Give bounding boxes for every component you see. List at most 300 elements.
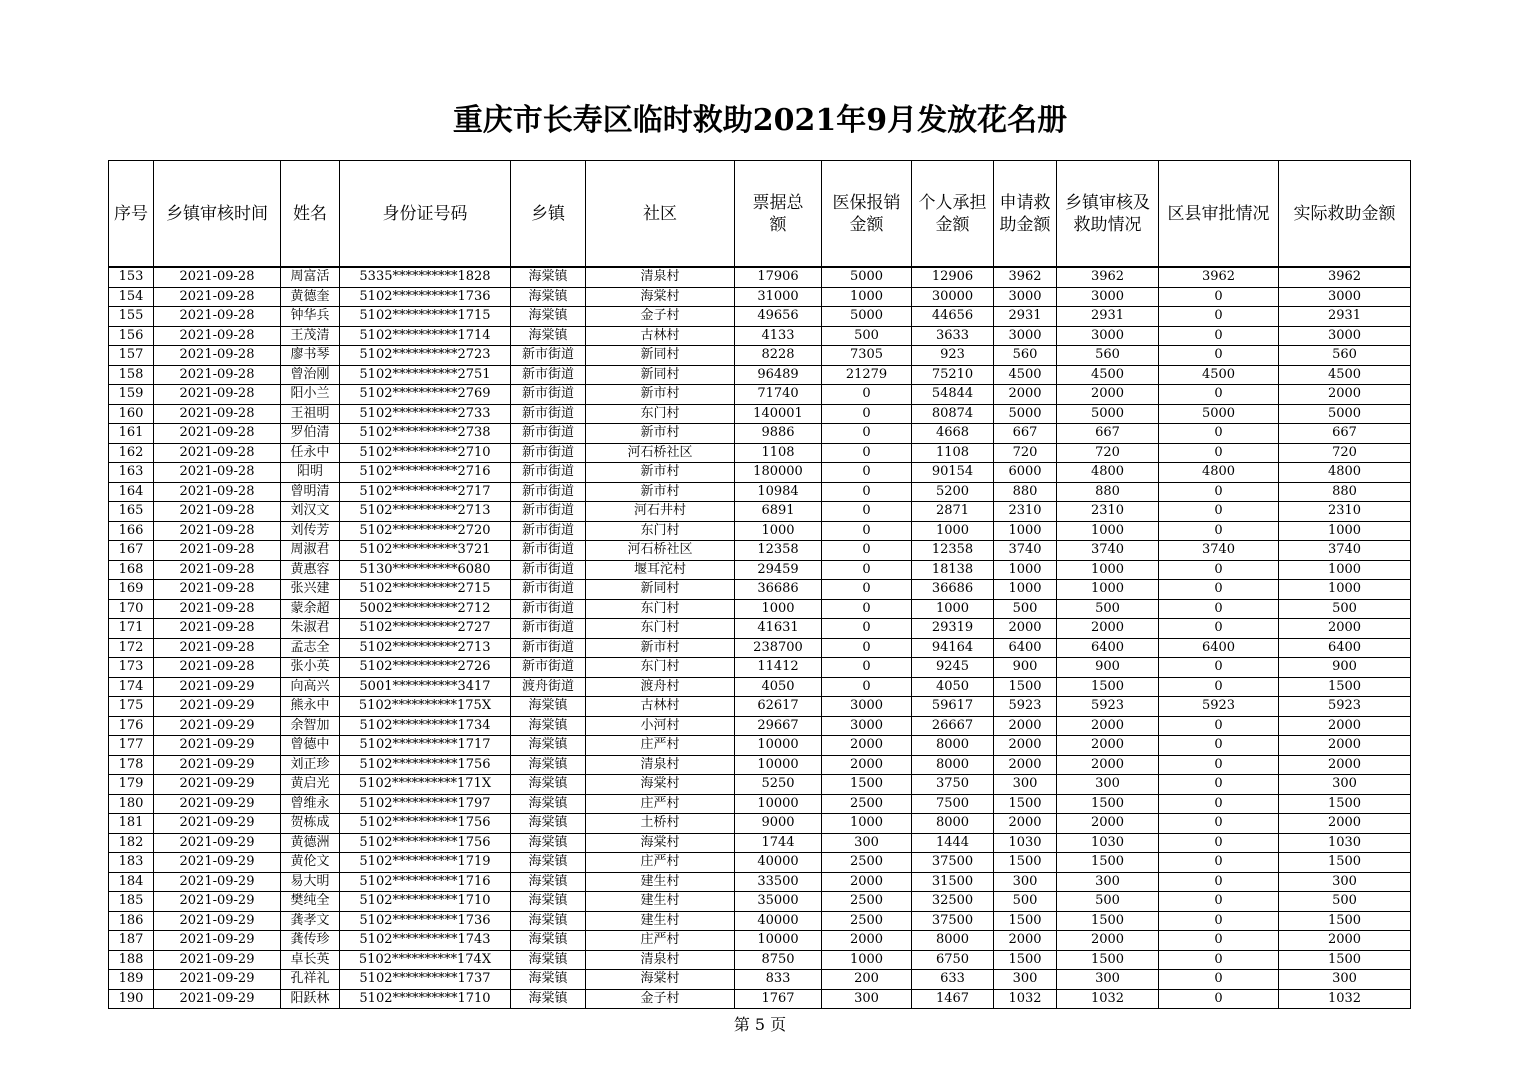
table-cell: 7500	[912, 794, 994, 814]
table-cell: 1000	[1057, 580, 1159, 600]
table-cell: 40000	[735, 853, 822, 873]
table-cell: 5102**********2769	[340, 385, 511, 405]
table-cell: 2021-09-28	[154, 619, 281, 639]
table-cell: 0	[822, 443, 912, 463]
table-cell: 54844	[912, 385, 994, 405]
table-cell: 96489	[735, 365, 822, 385]
table-cell: 667	[1279, 424, 1411, 444]
table-cell: 6400	[1279, 638, 1411, 658]
table-cell: 157	[109, 346, 154, 366]
table-cell: 0	[1159, 677, 1279, 697]
table-cell: 2000	[994, 619, 1057, 639]
table-cell: 5130**********6080	[340, 560, 511, 580]
table-cell: 8000	[912, 931, 994, 951]
table-cell: 张兴建	[281, 580, 340, 600]
table-cell: 880	[1279, 482, 1411, 502]
table-cell: 0	[822, 521, 912, 541]
table-cell: 0	[1159, 424, 1279, 444]
table-cell: 4050	[912, 677, 994, 697]
table-cell: 4668	[912, 424, 994, 444]
table-cell: 2021-09-29	[154, 989, 281, 1009]
header-cell: 票据总额	[735, 161, 822, 267]
table-cell: 300	[994, 970, 1057, 990]
table-row	[109, 814, 1411, 834]
table-cell: 王祖明	[281, 404, 340, 424]
table-cell: 东门村	[586, 599, 735, 619]
table-cell: 6400	[1159, 638, 1279, 658]
table-cell: 154	[109, 287, 154, 307]
table-cell: 阳跃林	[281, 989, 340, 1009]
table-cell: 4500	[1057, 365, 1159, 385]
table-cell: 2021-09-28	[154, 541, 281, 561]
table-cell: 0	[1159, 443, 1279, 463]
table-cell: 2000	[822, 755, 912, 775]
table-cell: 31000	[735, 287, 822, 307]
table-cell: 海棠镇	[511, 326, 586, 346]
table-cell: 2021-09-29	[154, 736, 281, 756]
table-cell: 河石井村	[586, 502, 735, 522]
table-cell: 560	[994, 346, 1057, 366]
table-cell: 2500	[822, 911, 912, 931]
relief-roster-table	[108, 160, 1411, 1009]
table-cell: 188	[109, 950, 154, 970]
header-cell: 个人承担金额	[912, 161, 994, 267]
header-cell: 乡镇	[511, 161, 586, 267]
table-cell: 黄惠容	[281, 560, 340, 580]
table-row	[109, 385, 1411, 405]
table-cell: 5000	[1279, 404, 1411, 424]
table-cell: 633	[912, 970, 994, 990]
table-cell: 0	[1159, 794, 1279, 814]
table-cell: 2000	[1279, 755, 1411, 775]
table-cell: 1500	[1057, 950, 1159, 970]
table-cell: 2021-09-28	[154, 521, 281, 541]
table-cell: 0	[1159, 599, 1279, 619]
table-cell: 2000	[1057, 755, 1159, 775]
table-cell: 1444	[912, 833, 994, 853]
table-cell: 2931	[1057, 307, 1159, 327]
table-cell: 2000	[994, 716, 1057, 736]
table-cell: 8228	[735, 346, 822, 366]
table-row	[109, 911, 1411, 931]
table-cell: 140001	[735, 404, 822, 424]
table-cell: 3962	[1057, 268, 1159, 288]
table-cell: 2021-09-29	[154, 853, 281, 873]
table-cell: 1500	[822, 775, 912, 795]
table-cell: 阳明	[281, 463, 340, 483]
table-row	[109, 892, 1411, 912]
table-cell: 0	[822, 424, 912, 444]
table-cell: 渡舟街道	[511, 677, 586, 697]
table-cell: 3740	[1279, 541, 1411, 561]
table-cell: 1500	[1279, 677, 1411, 697]
table-cell: 0	[1159, 833, 1279, 853]
table-cell: 2021-09-28	[154, 268, 281, 288]
table-cell: 3000	[994, 326, 1057, 346]
table-cell: 新市街道	[511, 502, 586, 522]
table-cell: 5102**********1756	[340, 755, 511, 775]
table-cell: 1467	[912, 989, 994, 1009]
table-cell: 海棠镇	[511, 892, 586, 912]
table-cell: 2000	[1279, 619, 1411, 639]
table-cell: 0	[1159, 950, 1279, 970]
table-cell: 6000	[994, 463, 1057, 483]
table-cell: 0	[822, 580, 912, 600]
table-cell: 36686	[735, 580, 822, 600]
table-cell: 海棠村	[586, 775, 735, 795]
header-cell: 乡镇审核时间	[154, 161, 281, 267]
table-row	[109, 268, 1411, 288]
table-cell: 12358	[735, 541, 822, 561]
table-cell: 1032	[994, 989, 1057, 1009]
table-cell: 2000	[994, 814, 1057, 834]
table-cell: 168	[109, 560, 154, 580]
table-cell: 2310	[994, 502, 1057, 522]
table-cell: 1108	[912, 443, 994, 463]
table-cell: 建生村	[586, 892, 735, 912]
table-cell: 曾维永	[281, 794, 340, 814]
table-cell: 500	[1057, 892, 1159, 912]
table-cell: 174	[109, 677, 154, 697]
table-cell: 0	[1159, 521, 1279, 541]
table-cell: 海棠镇	[511, 716, 586, 736]
table-cell: 1500	[994, 677, 1057, 697]
table-cell: 海棠镇	[511, 697, 586, 717]
table-cell: 渡舟村	[586, 677, 735, 697]
table-cell: 张小英	[281, 658, 340, 678]
table-cell: 2021-09-28	[154, 404, 281, 424]
table-cell: 0	[822, 658, 912, 678]
table-cell: 667	[994, 424, 1057, 444]
table-cell: 1032	[1057, 989, 1159, 1009]
table-cell: 4050	[735, 677, 822, 697]
table-cell: 河石桥社区	[586, 541, 735, 561]
table-cell: 2000	[1279, 814, 1411, 834]
table-cell: 5250	[735, 775, 822, 795]
table-cell: 5102**********2715	[340, 580, 511, 600]
table-cell: 1000	[912, 521, 994, 541]
table-cell: 833	[735, 970, 822, 990]
table-row	[109, 580, 1411, 600]
table-cell: 49656	[735, 307, 822, 327]
table-cell: 186	[109, 911, 154, 931]
table-cell: 新市村	[586, 424, 735, 444]
table-cell: 0	[1159, 385, 1279, 405]
table-cell: 庄严村	[586, 736, 735, 756]
table-cell: 2021-09-28	[154, 326, 281, 346]
document-title: 重庆市长寿区临时救助2021年9月发放花名册	[452, 103, 1068, 138]
table-cell: 2000	[994, 736, 1057, 756]
table-cell: 金子村	[586, 307, 735, 327]
table-cell: 新市村	[586, 638, 735, 658]
header-cell: 实际救助金额	[1279, 161, 1411, 267]
table-cell: 200	[822, 970, 912, 990]
table-cell: 熊永中	[281, 697, 340, 717]
table-cell: 4800	[1057, 463, 1159, 483]
table-cell: 1030	[1057, 833, 1159, 853]
table-cell: 周富活	[281, 268, 340, 288]
table-cell: 2021-09-28	[154, 482, 281, 502]
table-cell: 0	[1159, 775, 1279, 795]
table-row	[109, 638, 1411, 658]
table-cell: 90154	[912, 463, 994, 483]
table-cell: 周淑君	[281, 541, 340, 561]
table-cell: 2021-09-28	[154, 599, 281, 619]
table-cell: 17906	[735, 268, 822, 288]
table-cell: 6891	[735, 502, 822, 522]
table-cell: 0	[822, 482, 912, 502]
table-cell: 2000	[822, 872, 912, 892]
table-cell: 2000	[822, 736, 912, 756]
table-cell: 5102**********1756	[340, 814, 511, 834]
table-cell: 3000	[1057, 326, 1159, 346]
table-cell: 161	[109, 424, 154, 444]
table-cell: 0	[1159, 346, 1279, 366]
table-cell: 新同村	[586, 346, 735, 366]
table-cell: 37500	[912, 853, 994, 873]
table-cell: 165	[109, 502, 154, 522]
table-cell: 2021-09-29	[154, 716, 281, 736]
table-cell: 4500	[1279, 365, 1411, 385]
table-cell: 5102**********2727	[340, 619, 511, 639]
table-cell: 6400	[994, 638, 1057, 658]
table-cell: 2021-09-28	[154, 658, 281, 678]
table-cell: 5102**********2716	[340, 463, 511, 483]
table-cell: 龚孝文	[281, 911, 340, 931]
table-cell: 小河村	[586, 716, 735, 736]
table-cell: 新市街道	[511, 541, 586, 561]
table-cell: 1000	[912, 599, 994, 619]
page-number: 第 5 页	[733, 1015, 787, 1034]
table-cell: 2021-09-28	[154, 463, 281, 483]
table-cell: 1000	[1057, 521, 1159, 541]
table-cell: 9886	[735, 424, 822, 444]
table-cell: 4800	[1279, 463, 1411, 483]
table-cell: 160	[109, 404, 154, 424]
table-cell: 海棠镇	[511, 853, 586, 873]
table-cell: 2000	[1057, 619, 1159, 639]
table-cell: 5102**********171X	[340, 775, 511, 795]
table-cell: 162	[109, 443, 154, 463]
table-cell: 185	[109, 892, 154, 912]
table-cell: 1767	[735, 989, 822, 1009]
table-cell: 5102**********2726	[340, 658, 511, 678]
table-cell: 清泉村	[586, 950, 735, 970]
table-cell: 2310	[1279, 502, 1411, 522]
table-cell: 26667	[912, 716, 994, 736]
table-cell: 2021-09-29	[154, 970, 281, 990]
table-cell: 新市街道	[511, 482, 586, 502]
table-cell: 5923	[994, 697, 1057, 717]
table-row	[109, 326, 1411, 346]
table-cell: 5102**********2738	[340, 424, 511, 444]
table-cell: 187	[109, 931, 154, 951]
table-cell: 0	[1159, 872, 1279, 892]
table-cell: 1000	[994, 560, 1057, 580]
table-cell: 500	[1279, 892, 1411, 912]
table-row	[109, 716, 1411, 736]
table-cell: 1000	[1057, 560, 1159, 580]
table-cell: 0	[822, 619, 912, 639]
table-cell: 5000	[822, 268, 912, 288]
table-cell: 5102**********1743	[340, 931, 511, 951]
table-cell: 0	[1159, 307, 1279, 327]
table-cell: 2021-09-29	[154, 794, 281, 814]
table-cell: 4800	[1159, 463, 1279, 483]
table-cell: 海棠镇	[511, 931, 586, 951]
table-cell: 155	[109, 307, 154, 327]
table-cell: 2021-09-29	[154, 697, 281, 717]
table-cell: 10000	[735, 794, 822, 814]
table-cell: 1000	[1279, 521, 1411, 541]
table-cell: 720	[994, 443, 1057, 463]
table-row	[109, 970, 1411, 990]
table-cell: 5001**********3417	[340, 677, 511, 697]
table-cell: 2021-09-29	[154, 950, 281, 970]
table-cell: 163	[109, 463, 154, 483]
table-cell: 1500	[1279, 911, 1411, 931]
table-cell: 1500	[994, 794, 1057, 814]
table-cell: 刘传芳	[281, 521, 340, 541]
table-cell: 海棠镇	[511, 950, 586, 970]
table-row	[109, 950, 1411, 970]
table-row	[109, 677, 1411, 697]
table-cell: 1500	[994, 853, 1057, 873]
table-row	[109, 736, 1411, 756]
table-cell: 新市街道	[511, 619, 586, 639]
table-cell: 173	[109, 658, 154, 678]
table-cell: 3962	[1159, 268, 1279, 288]
table-cell: 11412	[735, 658, 822, 678]
table-cell: 3633	[912, 326, 994, 346]
table-cell: 2000	[1057, 716, 1159, 736]
table-row	[109, 872, 1411, 892]
table-cell: 178	[109, 755, 154, 775]
table-cell: 190	[109, 989, 154, 1009]
table-cell: 189	[109, 970, 154, 990]
table-row	[109, 287, 1411, 307]
table-cell: 1108	[735, 443, 822, 463]
table-cell: 5102**********1736	[340, 287, 511, 307]
table-cell: 2021-09-29	[154, 892, 281, 912]
table-cell: 180000	[735, 463, 822, 483]
table-cell: 2000	[1057, 385, 1159, 405]
table-cell: 海棠镇	[511, 755, 586, 775]
table-cell: 181	[109, 814, 154, 834]
table-cell: 500	[994, 892, 1057, 912]
table-cell: 海棠村	[586, 833, 735, 853]
table-cell: 5923	[1159, 697, 1279, 717]
table-cell: 36686	[912, 580, 994, 600]
table-cell: 新市村	[586, 482, 735, 502]
table-cell: 黄伦文	[281, 853, 340, 873]
table-cell: 2021-09-29	[154, 755, 281, 775]
table-cell: 5102**********1717	[340, 736, 511, 756]
table-cell: 2000	[1057, 931, 1159, 951]
table-cell: 5102**********2720	[340, 521, 511, 541]
table-cell: 新市村	[586, 385, 735, 405]
table-cell: 0	[1159, 931, 1279, 951]
table-cell: 0	[1159, 716, 1279, 736]
table-cell: 4500	[1159, 365, 1279, 385]
table-cell: 159	[109, 385, 154, 405]
table-cell: 5923	[1279, 697, 1411, 717]
table-cell: 海棠镇	[511, 833, 586, 853]
table-cell: 堰耳沱村	[586, 560, 735, 580]
table-cell: 2931	[994, 307, 1057, 327]
table-cell: 3000	[822, 716, 912, 736]
table-cell: 300	[1279, 775, 1411, 795]
table-cell: 5102**********1797	[340, 794, 511, 814]
table-cell: 2000	[822, 931, 912, 951]
table-cell: 3000	[1279, 326, 1411, 346]
table-cell: 1000	[1279, 580, 1411, 600]
table-cell: 新市街道	[511, 580, 586, 600]
table-cell: 1000	[735, 599, 822, 619]
table-cell: 0	[822, 404, 912, 424]
table-cell: 东门村	[586, 658, 735, 678]
table-row	[109, 443, 1411, 463]
table-cell: 180	[109, 794, 154, 814]
table-cell: 2021-09-28	[154, 638, 281, 658]
table-cell: 0	[822, 385, 912, 405]
table-row	[109, 658, 1411, 678]
table-row	[109, 365, 1411, 385]
table-cell: 2021-09-28	[154, 560, 281, 580]
table-cell: 8750	[735, 950, 822, 970]
table-cell: 新市街道	[511, 404, 586, 424]
header-cell: 序号	[109, 161, 154, 267]
table-cell: 6400	[1057, 638, 1159, 658]
table-cell: 29459	[735, 560, 822, 580]
table-cell: 0	[1159, 892, 1279, 912]
table-cell: 庄严村	[586, 794, 735, 814]
table-cell: 5000	[1057, 404, 1159, 424]
table-cell: 29319	[912, 619, 994, 639]
table-cell: 10000	[735, 736, 822, 756]
table-cell: 1000	[822, 814, 912, 834]
header-cell: 身份证号码	[340, 161, 511, 267]
table-cell: 2021-09-29	[154, 775, 281, 795]
table-cell: 5102**********1714	[340, 326, 511, 346]
table-cell: 新市街道	[511, 443, 586, 463]
table-cell: 廖书琴	[281, 346, 340, 366]
table-cell: 2021-09-28	[154, 287, 281, 307]
table-cell: 1000	[735, 521, 822, 541]
table-cell: 2000	[1279, 385, 1411, 405]
table-cell: 10000	[735, 931, 822, 951]
table-cell: 3000	[822, 697, 912, 717]
table-cell: 4133	[735, 326, 822, 346]
table-cell: 8000	[912, 814, 994, 834]
table-row	[109, 833, 1411, 853]
table-cell: 2021-09-28	[154, 502, 281, 522]
table-cell: 朱淑君	[281, 619, 340, 639]
table-cell: 任永中	[281, 443, 340, 463]
table-cell: 900	[1057, 658, 1159, 678]
table-cell: 176	[109, 716, 154, 736]
table-cell: 1000	[994, 580, 1057, 600]
table-cell: 183	[109, 853, 154, 873]
table-cell: 河石桥社区	[586, 443, 735, 463]
table-cell: 300	[994, 872, 1057, 892]
table-cell: 5102**********175X	[340, 697, 511, 717]
table-cell: 新市街道	[511, 560, 586, 580]
table-cell: 1744	[735, 833, 822, 853]
table-body	[109, 267, 1411, 1009]
table-cell: 44656	[912, 307, 994, 327]
table-cell: 156	[109, 326, 154, 346]
